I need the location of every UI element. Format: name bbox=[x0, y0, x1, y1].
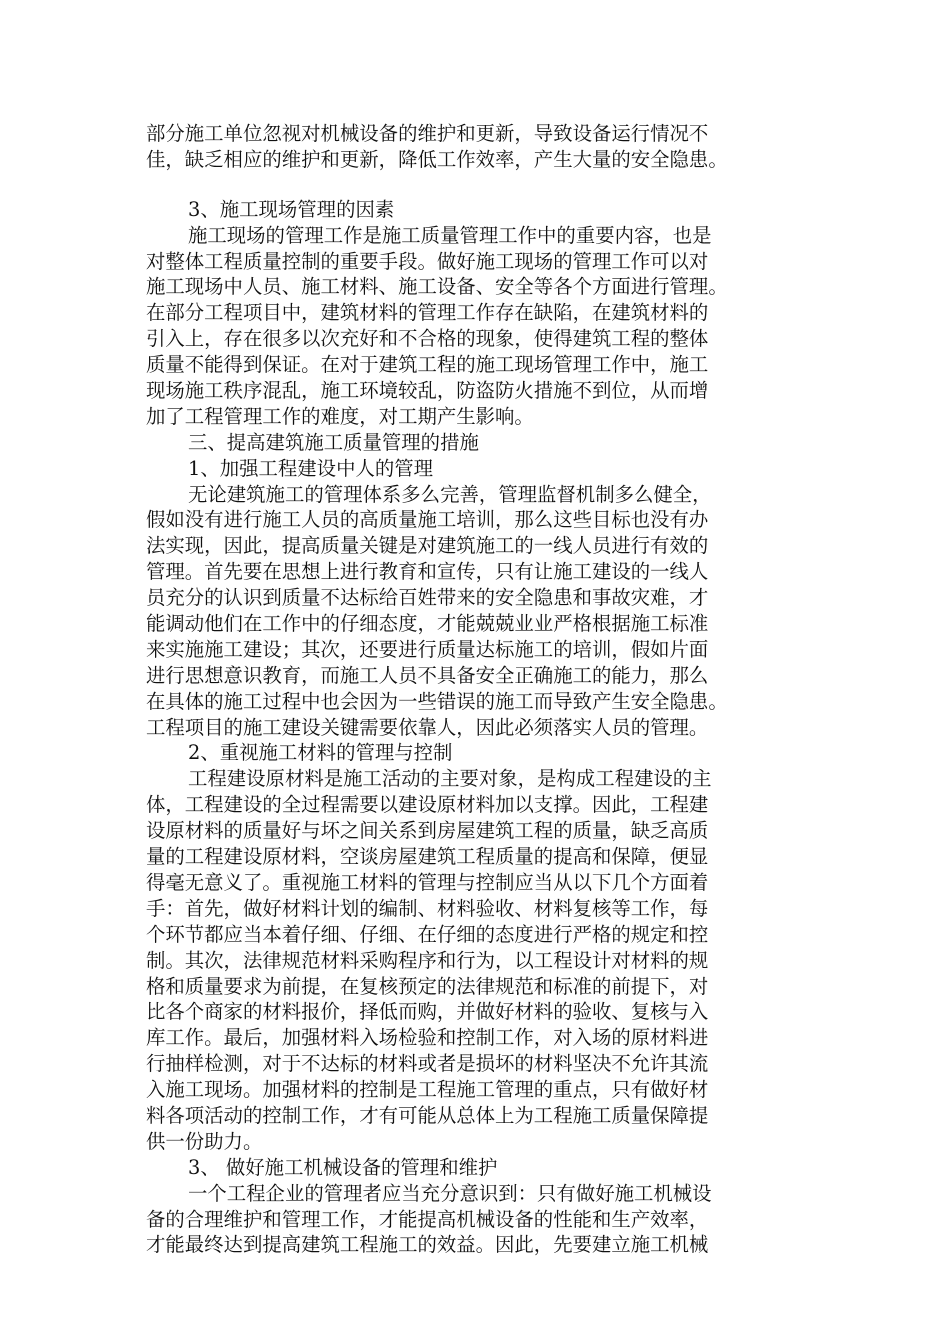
text-line: 在部分工程项目中，建筑材料的管理工作存在缺陷，在建筑材料的 bbox=[146, 301, 709, 325]
text-line: 2、重视施工材料的管理与控制 bbox=[188, 741, 453, 765]
text-line: 库工作。最后，加强材料入场检验和控制工作，对入场的原材料进 bbox=[146, 1026, 709, 1050]
text-line: 体，工程建设的全过程需要以建设原材料加以支撑。因此，工程建 bbox=[146, 793, 709, 817]
text-line: 假如没有进行施工人员的高质量施工培训，那么这些目标也没有办 bbox=[146, 508, 709, 532]
text-line: 施工现场的管理工作是施工质量管理工作中的重要内容，也是 bbox=[188, 223, 712, 247]
text-line: 一个工程企业的管理者应当充分意识到：只有做好施工机械设 bbox=[188, 1181, 712, 1205]
text-line: 质量不能得到保证。在对于建筑工程的施工现场管理工作中，施工 bbox=[146, 353, 709, 377]
text-line: 佳，缺乏相应的维护和更新，降低工作效率，产生大量的安全隐患。 bbox=[146, 147, 728, 171]
text-line: 行抽样检测，对于不达标的材料或者是损坏的材料坚决不允许其流 bbox=[146, 1052, 709, 1076]
text-line: 无论建筑施工的管理体系多么完善，管理监督机制多么健全， bbox=[188, 482, 712, 506]
text-line: 入施工现场。加强材料的控制是工程施工管理的重点，只有做好材 bbox=[146, 1078, 709, 1102]
text-line: 格和质量要求为前提，在复核预定的法律规范和标准的前提下，对 bbox=[146, 974, 709, 998]
text-line: 施工现场中人员、施工材料、施工设备、安全等各个方面进行管理。 bbox=[146, 275, 728, 299]
text-line: 设原材料的质量好与坏之间关系到房屋建筑工程的质量，缺乏高质 bbox=[146, 819, 709, 843]
paragraph-gap bbox=[146, 173, 806, 197]
text-line: 制。其次，法律规范材料采购程序和行为，以工程设计对材料的规 bbox=[146, 948, 709, 972]
text-line: 现场施工秩序混乱，施工环境较乱，防盗防火措施不到位，从而增 bbox=[146, 379, 709, 403]
text-line: 加了工程管理工作的难度，对工期产生影响。 bbox=[146, 404, 534, 428]
text-line: 个环节都应当本着仔细、仔细、在仔细的态度进行严格的规定和控 bbox=[146, 922, 709, 946]
text-line: 在具体的施工过程中也会因为一些错误的施工而导致产生安全隐患。 bbox=[146, 689, 728, 713]
text-line: 得毫无意义了。重视施工材料的管理与控制应当从以下几个方面着 bbox=[146, 870, 709, 894]
text-line: 管理。首先要在思想上进行教育和宣传，只有让施工建设的一线人 bbox=[146, 560, 709, 584]
text-line: 工程项目的施工建设关键需要依靠人，因此必须落实人员的管理。 bbox=[146, 715, 709, 739]
text-line: 才能最终达到提高建筑工程施工的效益。因此，先要建立施工机械 bbox=[146, 1233, 709, 1257]
body-text bbox=[146, 121, 806, 1258]
text-line: 引入上，存在很多以次充好和不合格的现象，使得建筑工程的整体 bbox=[146, 327, 709, 351]
text-line: 3、施工现场管理的因素 bbox=[188, 197, 395, 221]
text-line: 手：首先，做好材料计划的编制、材料验收、材料复核等工作，每 bbox=[146, 896, 709, 920]
text-line: 来实施施工建设；其次，还要进行质量达标施工的培训，假如片面 bbox=[146, 637, 709, 661]
text-line: 3、 做好施工机械设备的管理和维护 bbox=[188, 1155, 498, 1179]
text-line: 对整体工程质量控制的重要手段。做好施工现场的管理工作可以对 bbox=[146, 249, 709, 273]
text-line: 量的工程建设原材料，空谈房屋建筑工程质量的提高和保障，便显 bbox=[146, 845, 709, 869]
text-line: 进行思想意识教育，而施工人员不具备安全正确施工的能力，那么 bbox=[146, 663, 709, 687]
text-line: 供一份助力。 bbox=[146, 1129, 263, 1153]
text-line: 1、加强工程建设中人的管理 bbox=[188, 456, 434, 480]
text-line: 能调动他们在工作中的仔细态度，才能兢兢业业严格根据施工标准 bbox=[146, 612, 709, 636]
text-line: 料各项活动的控制工作，才有可能从总体上为工程施工质量保障提 bbox=[146, 1103, 709, 1127]
text-line: 比各个商家的材料报价，择低而购，并做好材料的验收、复核与入 bbox=[146, 1000, 709, 1024]
text-line: 备的合理维护和管理工作，才能提高机械设备的性能和生产效率， bbox=[146, 1207, 709, 1231]
text-line: 三、提高建筑施工质量管理的措施 bbox=[188, 430, 479, 454]
text-line: 员充分的认识到质量不达标给百姓带来的安全隐患和事故灾难，才 bbox=[146, 586, 709, 610]
text-line: 部分施工单位忽视对机械设备的维护和更新，导致设备运行情况不 bbox=[146, 122, 709, 145]
text-line: 法实现，因此，提高质量关键是对建筑施工的一线人员进行有效的 bbox=[146, 534, 709, 558]
text-line: 工程建设原材料是施工活动的主要对象，是构成工程建设的主 bbox=[188, 767, 712, 791]
